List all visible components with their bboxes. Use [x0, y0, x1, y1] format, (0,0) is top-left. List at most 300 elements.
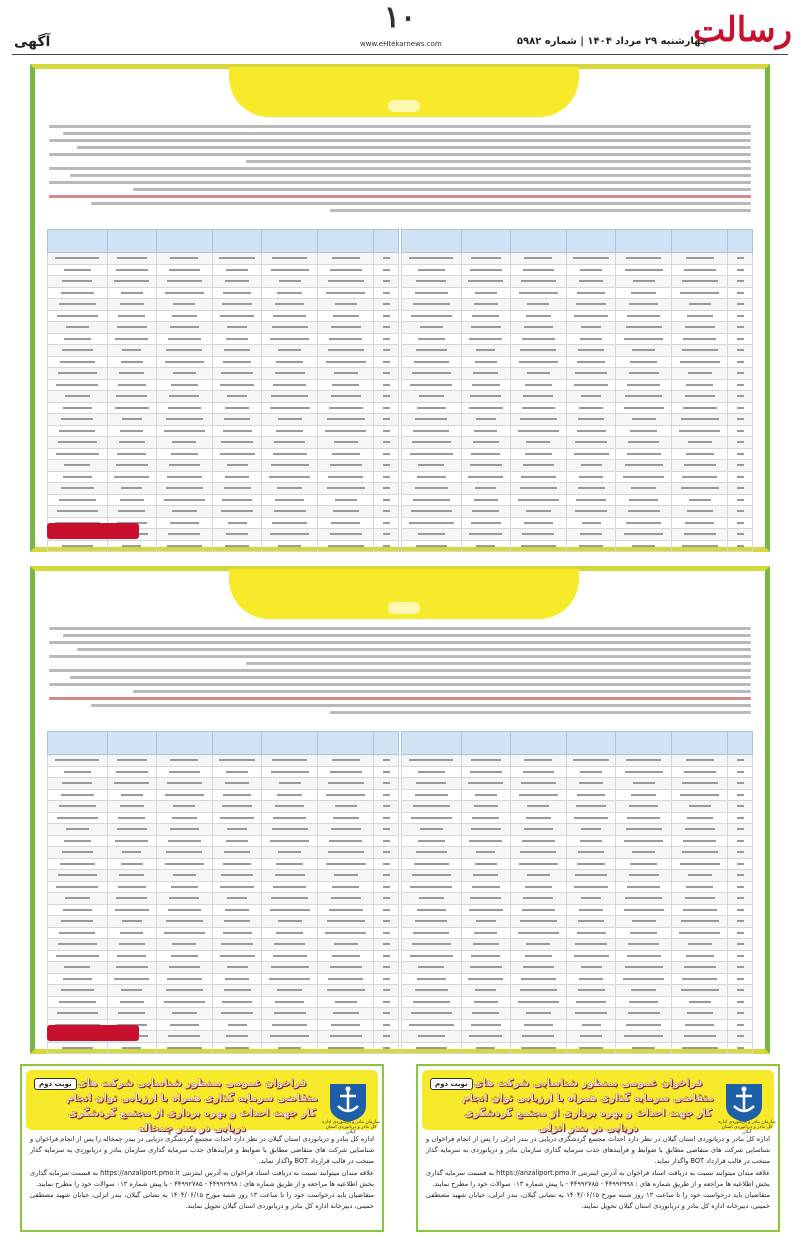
table-cell — [510, 766, 566, 778]
table-cell — [107, 916, 156, 928]
table-cell — [107, 950, 156, 962]
table-cell — [374, 276, 399, 288]
table-cell — [213, 755, 262, 767]
table-cell — [510, 985, 566, 997]
ad-title — [388, 602, 419, 614]
items-table-left — [47, 229, 399, 552]
table-cell — [567, 448, 616, 460]
table-cell — [213, 494, 262, 506]
fine-print-line — [246, 662, 751, 665]
table-cell — [461, 1008, 510, 1020]
table-cell — [402, 870, 462, 882]
table-cell — [672, 460, 728, 472]
table-row — [402, 483, 753, 495]
table-cell — [262, 540, 318, 552]
table-cell — [728, 1031, 753, 1043]
table-cell — [48, 835, 108, 847]
table-cell — [728, 483, 753, 495]
table-cell — [402, 1008, 462, 1020]
table-cell — [510, 847, 566, 859]
round-badge: نوبت دوم — [34, 1078, 77, 1090]
table-header-cell — [48, 732, 108, 755]
table-cell — [318, 847, 374, 859]
table-row — [48, 962, 399, 974]
table-cell — [156, 1031, 212, 1043]
table-row — [48, 1008, 399, 1020]
table-cell — [156, 425, 212, 437]
table-cell — [374, 755, 399, 767]
table-cell — [616, 483, 672, 495]
table-cell — [510, 402, 566, 414]
table-row — [402, 448, 753, 460]
table-cell — [156, 299, 212, 311]
table-cell — [262, 402, 318, 414]
table-cell — [213, 310, 262, 322]
table-cell — [48, 414, 108, 426]
table-cell — [48, 310, 108, 322]
fine-print-line — [330, 711, 751, 714]
table-cell — [156, 345, 212, 357]
table-cell — [672, 333, 728, 345]
table-cell — [48, 425, 108, 437]
table-cell — [48, 345, 108, 357]
table-row — [402, 801, 753, 813]
table-header-cell — [567, 732, 616, 755]
table-cell — [616, 858, 672, 870]
table-cell — [616, 893, 672, 905]
table-cell — [402, 893, 462, 905]
table-cell — [318, 893, 374, 905]
table-cell — [318, 471, 374, 483]
table-cell — [461, 962, 510, 974]
table-cell — [728, 264, 753, 276]
table-cell — [48, 368, 108, 380]
table-cell — [107, 904, 156, 916]
table-cell — [461, 789, 510, 801]
table-cell — [728, 414, 753, 426]
table-row — [402, 766, 753, 778]
website-url[interactable]: www.eHtekarnews.com — [360, 40, 442, 48]
table-cell — [672, 985, 728, 997]
table-cell — [567, 425, 616, 437]
table-cell — [510, 299, 566, 311]
table-cell — [461, 494, 510, 506]
table-cell — [374, 1042, 399, 1054]
table-cell — [461, 996, 510, 1008]
table-cell — [213, 402, 262, 414]
table-cell — [374, 460, 399, 472]
table-cell — [107, 333, 156, 345]
table-cell — [402, 276, 462, 288]
table-cell — [262, 483, 318, 495]
table-cell — [374, 471, 399, 483]
table-cell — [461, 1031, 510, 1043]
table-cell — [672, 402, 728, 414]
tender-ad-bottom — [30, 566, 770, 1054]
table-row — [48, 927, 399, 939]
table-header-cell — [107, 230, 156, 253]
table-cell — [461, 425, 510, 437]
table-cell — [262, 939, 318, 951]
table-cell — [107, 425, 156, 437]
table-cell — [262, 506, 318, 518]
table-cell — [672, 494, 728, 506]
table-cell — [213, 812, 262, 824]
table-cell — [107, 322, 156, 334]
table-cell — [107, 835, 156, 847]
table-cell — [318, 494, 374, 506]
table-cell — [48, 789, 108, 801]
table-header-cell — [374, 230, 399, 253]
table-cell — [374, 927, 399, 939]
table-cell — [107, 789, 156, 801]
table-header-cell — [374, 732, 399, 755]
header-divider — [12, 54, 788, 55]
table-cell — [616, 847, 672, 859]
table-cell — [48, 950, 108, 962]
table-cell — [374, 881, 399, 893]
table-cell — [567, 529, 616, 541]
table-cell — [374, 506, 399, 518]
table-row — [402, 414, 753, 426]
table-row — [48, 801, 399, 813]
table-cell — [318, 299, 374, 311]
table-cell — [262, 299, 318, 311]
table-cell — [402, 824, 462, 836]
table-cell — [156, 801, 212, 813]
table-cell — [318, 950, 374, 962]
table-cell — [567, 962, 616, 974]
table-cell — [728, 448, 753, 460]
table-cell — [616, 276, 672, 288]
table-cell — [461, 973, 510, 985]
table-cell — [318, 824, 374, 836]
table-row — [48, 950, 399, 962]
table-cell — [262, 835, 318, 847]
table-cell — [510, 939, 566, 951]
table-cell — [156, 356, 212, 368]
table-cell — [374, 847, 399, 859]
table-cell — [213, 835, 262, 847]
table-row — [48, 858, 399, 870]
table-cell — [374, 893, 399, 905]
table-cell — [107, 414, 156, 426]
table-row — [402, 322, 753, 334]
table-cell — [616, 540, 672, 552]
table-row — [48, 973, 399, 985]
table-cell — [262, 287, 318, 299]
table-cell — [402, 310, 462, 322]
table-cell — [156, 927, 212, 939]
table-cell — [107, 1042, 156, 1054]
table-cell — [461, 345, 510, 357]
table-cell — [156, 471, 212, 483]
table-cell — [318, 437, 374, 449]
table-cell — [107, 437, 156, 449]
ad-banner-line — [229, 73, 579, 82]
table-cell — [156, 1042, 212, 1054]
page-header — [0, 0, 800, 60]
table-cell — [567, 310, 616, 322]
table-cell — [672, 1008, 728, 1020]
table-cell — [262, 847, 318, 859]
table-cell — [107, 379, 156, 391]
table-cell — [728, 1019, 753, 1031]
table-cell — [48, 927, 108, 939]
table-cell — [156, 529, 212, 541]
table-cell — [567, 368, 616, 380]
table-cell — [616, 870, 672, 882]
table-cell — [213, 789, 262, 801]
fine-print-line — [49, 181, 751, 184]
tender-ad-top — [30, 64, 770, 552]
table-cell — [318, 1042, 374, 1054]
table-cell — [567, 916, 616, 928]
table-cell — [510, 276, 566, 288]
table-header-cell — [402, 732, 462, 755]
table-cell — [374, 939, 399, 951]
table-cell — [728, 506, 753, 518]
table-cell — [402, 264, 462, 276]
table-cell — [616, 253, 672, 265]
table-cell — [616, 1008, 672, 1020]
table-cell — [213, 927, 262, 939]
table-row — [48, 789, 399, 801]
table-cell — [402, 985, 462, 997]
table-cell — [510, 962, 566, 974]
table-cell — [728, 858, 753, 870]
table-cell — [616, 448, 672, 460]
table-cell — [402, 345, 462, 357]
table-row — [402, 996, 753, 1008]
call-body — [30, 1134, 374, 1212]
table-cell — [374, 904, 399, 916]
table-cell — [374, 540, 399, 552]
table-cell — [461, 904, 510, 916]
table-cell — [156, 1019, 212, 1031]
table-cell — [213, 276, 262, 288]
page-number: ۱۰ — [383, 0, 417, 35]
table-cell — [318, 287, 374, 299]
table-cell — [318, 322, 374, 334]
table-row — [402, 927, 753, 939]
table-cell — [728, 322, 753, 334]
table-cell — [156, 870, 212, 882]
table-cell — [374, 778, 399, 790]
table-cell — [374, 345, 399, 357]
table-cell — [461, 766, 510, 778]
table-header-cell — [48, 230, 108, 253]
table-cell — [262, 766, 318, 778]
table-header-cell — [510, 732, 566, 755]
table-cell — [156, 973, 212, 985]
table-row — [402, 858, 753, 870]
table-cell — [107, 893, 156, 905]
table-cell — [672, 812, 728, 824]
table-cell — [213, 939, 262, 951]
table-row — [402, 881, 753, 893]
table-row — [48, 996, 399, 1008]
table-cell — [567, 973, 616, 985]
table-cell — [510, 881, 566, 893]
table-row — [48, 939, 399, 951]
table-cell — [461, 985, 510, 997]
table-cell — [567, 471, 616, 483]
table-cell — [107, 778, 156, 790]
table-cell — [616, 414, 672, 426]
ad-body-text — [49, 121, 751, 221]
table-cell — [262, 985, 318, 997]
table-cell — [48, 858, 108, 870]
table-row — [48, 916, 399, 928]
table-cell — [374, 333, 399, 345]
table-cell — [510, 253, 566, 265]
table-cell — [213, 985, 262, 997]
table-cell — [374, 402, 399, 414]
table-cell — [48, 356, 108, 368]
table-cell — [262, 916, 318, 928]
table-row — [402, 789, 753, 801]
table-header-cell — [156, 732, 212, 755]
table-cell — [318, 801, 374, 813]
table-cell — [48, 506, 108, 518]
table-cell — [510, 379, 566, 391]
table-cell — [318, 264, 374, 276]
fine-print-line — [49, 139, 751, 142]
table-cell — [402, 540, 462, 552]
table-cell — [107, 483, 156, 495]
table-cell — [318, 1019, 374, 1031]
table-cell — [672, 437, 728, 449]
table-cell — [672, 766, 728, 778]
table-cell — [213, 483, 262, 495]
table-row — [402, 517, 753, 529]
table-cell — [156, 755, 212, 767]
table-row — [402, 893, 753, 905]
table-row — [48, 847, 399, 859]
table-cell — [262, 448, 318, 460]
table-cell — [567, 1019, 616, 1031]
table-cell — [510, 950, 566, 962]
table-cell — [213, 299, 262, 311]
table-cell — [567, 345, 616, 357]
table-cell — [616, 517, 672, 529]
table-cell — [461, 881, 510, 893]
table-cell — [156, 322, 212, 334]
table-cell — [213, 506, 262, 518]
table-cell — [728, 356, 753, 368]
table-cell — [48, 778, 108, 790]
table-cell — [728, 1042, 753, 1054]
table-cell — [616, 1031, 672, 1043]
table-cell — [107, 927, 156, 939]
table-cell — [156, 824, 212, 836]
table-cell — [461, 483, 510, 495]
table-cell — [107, 962, 156, 974]
table-cell — [510, 506, 566, 518]
table-cell — [510, 904, 566, 916]
table-cell — [461, 893, 510, 905]
table-cell — [567, 379, 616, 391]
table-cell — [510, 996, 566, 1008]
table-cell — [156, 333, 212, 345]
fine-print-line — [49, 669, 751, 672]
table-row — [48, 368, 399, 380]
table-cell — [728, 950, 753, 962]
table-cell — [510, 483, 566, 495]
table-cell — [318, 276, 374, 288]
table-cell — [262, 460, 318, 472]
table-cell — [402, 368, 462, 380]
table-cell — [672, 368, 728, 380]
table-cell — [728, 778, 753, 790]
table-header-cell — [616, 732, 672, 755]
table-cell — [461, 322, 510, 334]
table-cell — [616, 755, 672, 767]
table-cell — [262, 494, 318, 506]
table-cell — [402, 755, 462, 767]
table-cell — [318, 379, 374, 391]
table-cell — [374, 368, 399, 380]
table-cell — [374, 517, 399, 529]
table-cell — [213, 529, 262, 541]
table-cell — [510, 973, 566, 985]
table-cell — [567, 1008, 616, 1020]
table-cell — [213, 847, 262, 859]
table-cell — [616, 402, 672, 414]
table-cell — [318, 540, 374, 552]
table-cell — [728, 437, 753, 449]
table-cell — [156, 540, 212, 552]
table-cell — [156, 858, 212, 870]
table-cell — [728, 916, 753, 928]
table-cell — [510, 494, 566, 506]
ad-body-text — [49, 623, 751, 723]
table-cell — [728, 379, 753, 391]
fine-print-line — [133, 690, 751, 693]
table-cell — [567, 985, 616, 997]
table-cell — [107, 276, 156, 288]
table-cell — [616, 322, 672, 334]
table-row — [402, 494, 753, 506]
table-cell — [374, 996, 399, 1008]
table-header-cell — [262, 732, 318, 755]
table-cell — [156, 448, 212, 460]
table-cell — [318, 755, 374, 767]
table-cell — [402, 835, 462, 847]
table-row — [402, 778, 753, 790]
table-cell — [672, 253, 728, 265]
table-cell — [672, 916, 728, 928]
table-cell — [107, 391, 156, 403]
table-cell — [48, 973, 108, 985]
table-cell — [728, 847, 753, 859]
table-cell — [262, 778, 318, 790]
table-cell — [728, 1008, 753, 1020]
table-row — [48, 333, 399, 345]
table-cell — [461, 402, 510, 414]
table-cell — [672, 789, 728, 801]
table-cell — [402, 448, 462, 460]
table-cell — [156, 437, 212, 449]
fine-print-line — [91, 202, 751, 205]
table-row — [402, 824, 753, 836]
table-cell — [672, 517, 728, 529]
table-cell — [374, 322, 399, 334]
table-cell — [107, 766, 156, 778]
table-cell — [107, 368, 156, 380]
fine-print-line — [77, 648, 751, 651]
